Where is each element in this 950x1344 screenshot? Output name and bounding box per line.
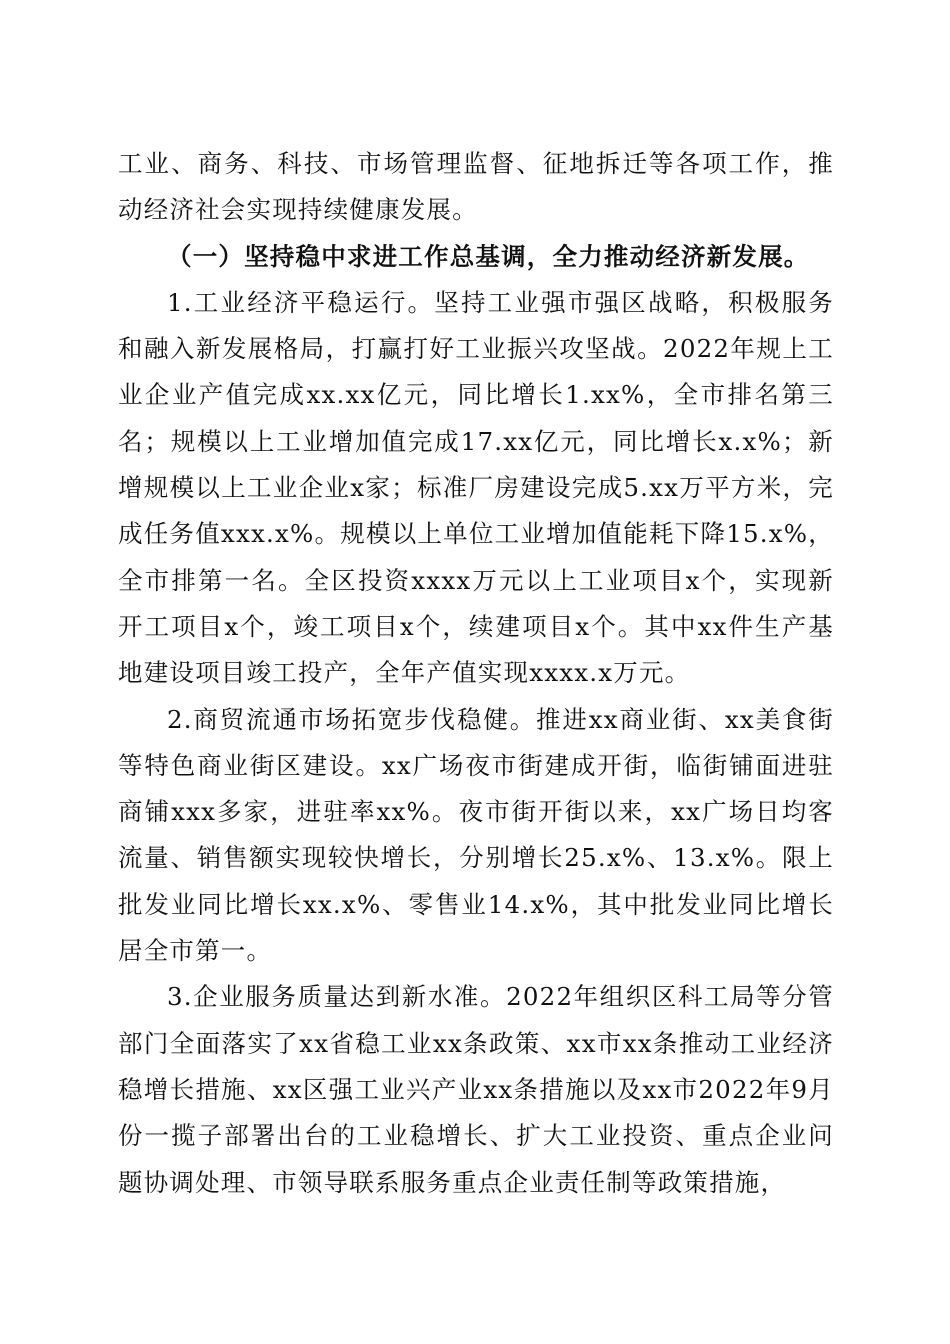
paragraph-industrial-economy: 1.工业经济平稳运行。坚持工业强市强区战略，积极服务和融入新发展格局，打赢打好工业振兴攻坚战。2022年规上工业企业产值完成xx.xx亿元，同比增长1.xx%，全市排名第三名；规模以上工业增加值完成17.xx亿元，同比增长x.x%；新增规模以上工业企业x家；标准厂房建设完成5.xx万平方米，完成任务值xxx.x%。规模以上单位工业增加值能耗下降15.x%，全市排第一名。全区投资xxxx万元以上工业项目x个，实现新开工项目x个，竣工项目x个，续建项目x个。其中xx件生产基地建设项目竣工投产，全年产值实现xxxx.x万元。: [118, 287, 834, 688]
paragraph-enterprise-service: 3.企业服务质量达到新水准。2022年组织区科工局等分管部门全面落实了xx省稳工业xx条政策、xx市xx条推动工业经济稳增长措施、xx区强工业兴产业xx条措施以及xx市2022年9月份一揽子部署出台的工业稳增长、扩大工业投资、重点企业问题协调处理、市领导联系服务重点企业责任制等政策措施，: [118, 982, 834, 1197]
section-heading: （一）坚持稳中求进工作总基调，全力推动经济新发展。: [167, 241, 810, 271]
paragraph-continuation: 工业、商务、科技、市场管理监督、征地拆迁等各项工作，推动经济社会实现持续健康发展。: [118, 149, 834, 225]
body-text: [118, 141, 834, 1206]
paragraph-commerce-circulation: 2.商贸流通市场拓宽步伐稳健。推进xx商业街、xx美食街等特色商业街区建设。xx广场夜市街建成开街，临街铺面进驻商铺xxx多家，进驻率xx%。夜市街开街以来，xx广场日均客流量、销售额实现较快增长，分别增长25.x%、13.x%。限上批发业同比增长xx.x%、零售业14.x%，其中批发业同比增长居全市第一。: [118, 704, 834, 966]
